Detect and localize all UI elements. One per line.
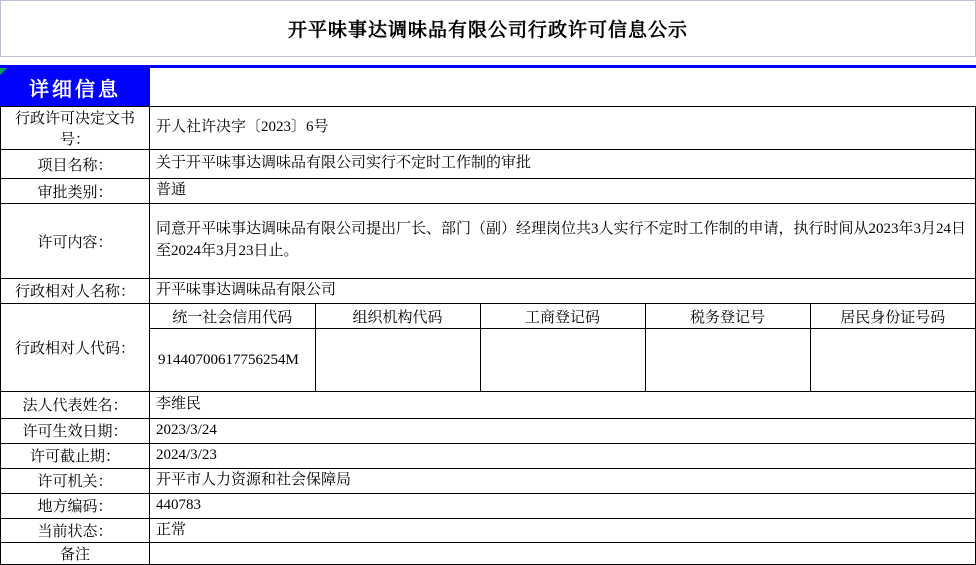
subtable-value-row [150, 329, 975, 391]
subtable-value-org-code [315, 329, 480, 391]
row-value-permit-authority: 开平市人力资源和社会保障局 [150, 468, 976, 493]
subtable-header-id-card-number: 居民身份证号码 [810, 304, 975, 329]
table-row-permit-authority [1, 468, 976, 493]
subtable-value-credit-code: 91440700617756254M [158, 351, 299, 368]
row-value-legal-representative: 李维民 [150, 391, 976, 418]
subtable-value-id-card-number [810, 329, 975, 391]
title-box [0, 0, 976, 57]
table-row-project-name [1, 150, 976, 179]
subtable-value-tax-reg-number [645, 329, 810, 391]
row-label-permit-content: 许可内容： [1, 204, 150, 279]
table-row-area-code [1, 493, 976, 518]
table-row-effective-date [1, 418, 976, 443]
subtable-header-tax-reg-number: 税务登记号 [645, 304, 810, 329]
subtable-value-business-reg-code [480, 329, 645, 391]
counterpart-code-subtable [150, 304, 975, 391]
row-label-document-number: 行政许可决定文书号： [1, 107, 150, 150]
row-value-project-name: 关于开平味事达调味品有限公司实行不定时工作制的审批 [150, 150, 976, 179]
table-row-document-number [1, 107, 976, 150]
table-row-approval-category [1, 179, 976, 204]
row-label-area-code: 地方编码： [1, 493, 150, 518]
permit-info-table [0, 106, 976, 565]
row-value-effective-date: 2023/3/24 [150, 418, 976, 443]
subtable-header-row [150, 304, 975, 329]
counterpart-code-subtable-cell [150, 303, 976, 391]
table-row-legal-representative [1, 391, 976, 418]
row-label-approval-category: 审批类别： [1, 179, 150, 204]
row-label-permit-authority: 许可机关： [1, 468, 150, 493]
detail-info-header-label: 详细信息 [29, 78, 121, 101]
table-row-counterpart-name [1, 279, 976, 304]
row-label-current-status: 当前状态： [1, 518, 150, 543]
row-value-expiry-date: 2024/3/23 [150, 443, 976, 468]
table-row-remark [1, 543, 976, 565]
row-value-remark [150, 543, 976, 565]
subtable-header-org-code: 组织机构代码 [315, 304, 480, 329]
row-value-area-code: 440783 [150, 493, 976, 518]
table-row-expiry-date [1, 443, 976, 468]
row-value-permit-content: 同意开平味事达调味品有限公司提出厂长、部门（副）经理岗位共3人实行不定时工作制的申请，执行时间从2023年3月24日至2024年3月23日止。 [150, 204, 976, 279]
row-value-document-number: 开人社许决字〔2023〕6号 [150, 107, 976, 150]
subtable-header-credit-code: 统一社会信用代码 [150, 304, 315, 329]
row-label-expiry-date: 许可截止期： [1, 443, 150, 468]
row-label-legal-representative: 法人代表姓名： [1, 391, 150, 418]
table-row-permit-content [1, 204, 976, 279]
row-label-effective-date: 许可生效日期： [1, 418, 150, 443]
table-row-counterpart-code [1, 303, 976, 391]
table-row-current-status [1, 518, 976, 543]
row-value-counterpart-name: 开平味事达调味品有限公司 [150, 279, 976, 304]
green-corner-marker-icon [0, 68, 7, 75]
row-label-project-name: 项目名称： [1, 150, 150, 179]
subtable-header-business-reg-code: 工商登记码 [480, 304, 645, 329]
row-value-approval-category: 普通 [150, 179, 976, 204]
row-label-remark: 备注 [1, 543, 150, 565]
row-value-current-status: 正常 [150, 518, 976, 543]
row-label-counterpart-code: 行政相对人代码： [1, 303, 150, 391]
detail-info-header [0, 68, 150, 106]
page-title: 开平味事达调味品有限公司行政许可信息公示 [287, 20, 688, 41]
row-label-counterpart-name: 行政相对人名称： [1, 279, 150, 304]
